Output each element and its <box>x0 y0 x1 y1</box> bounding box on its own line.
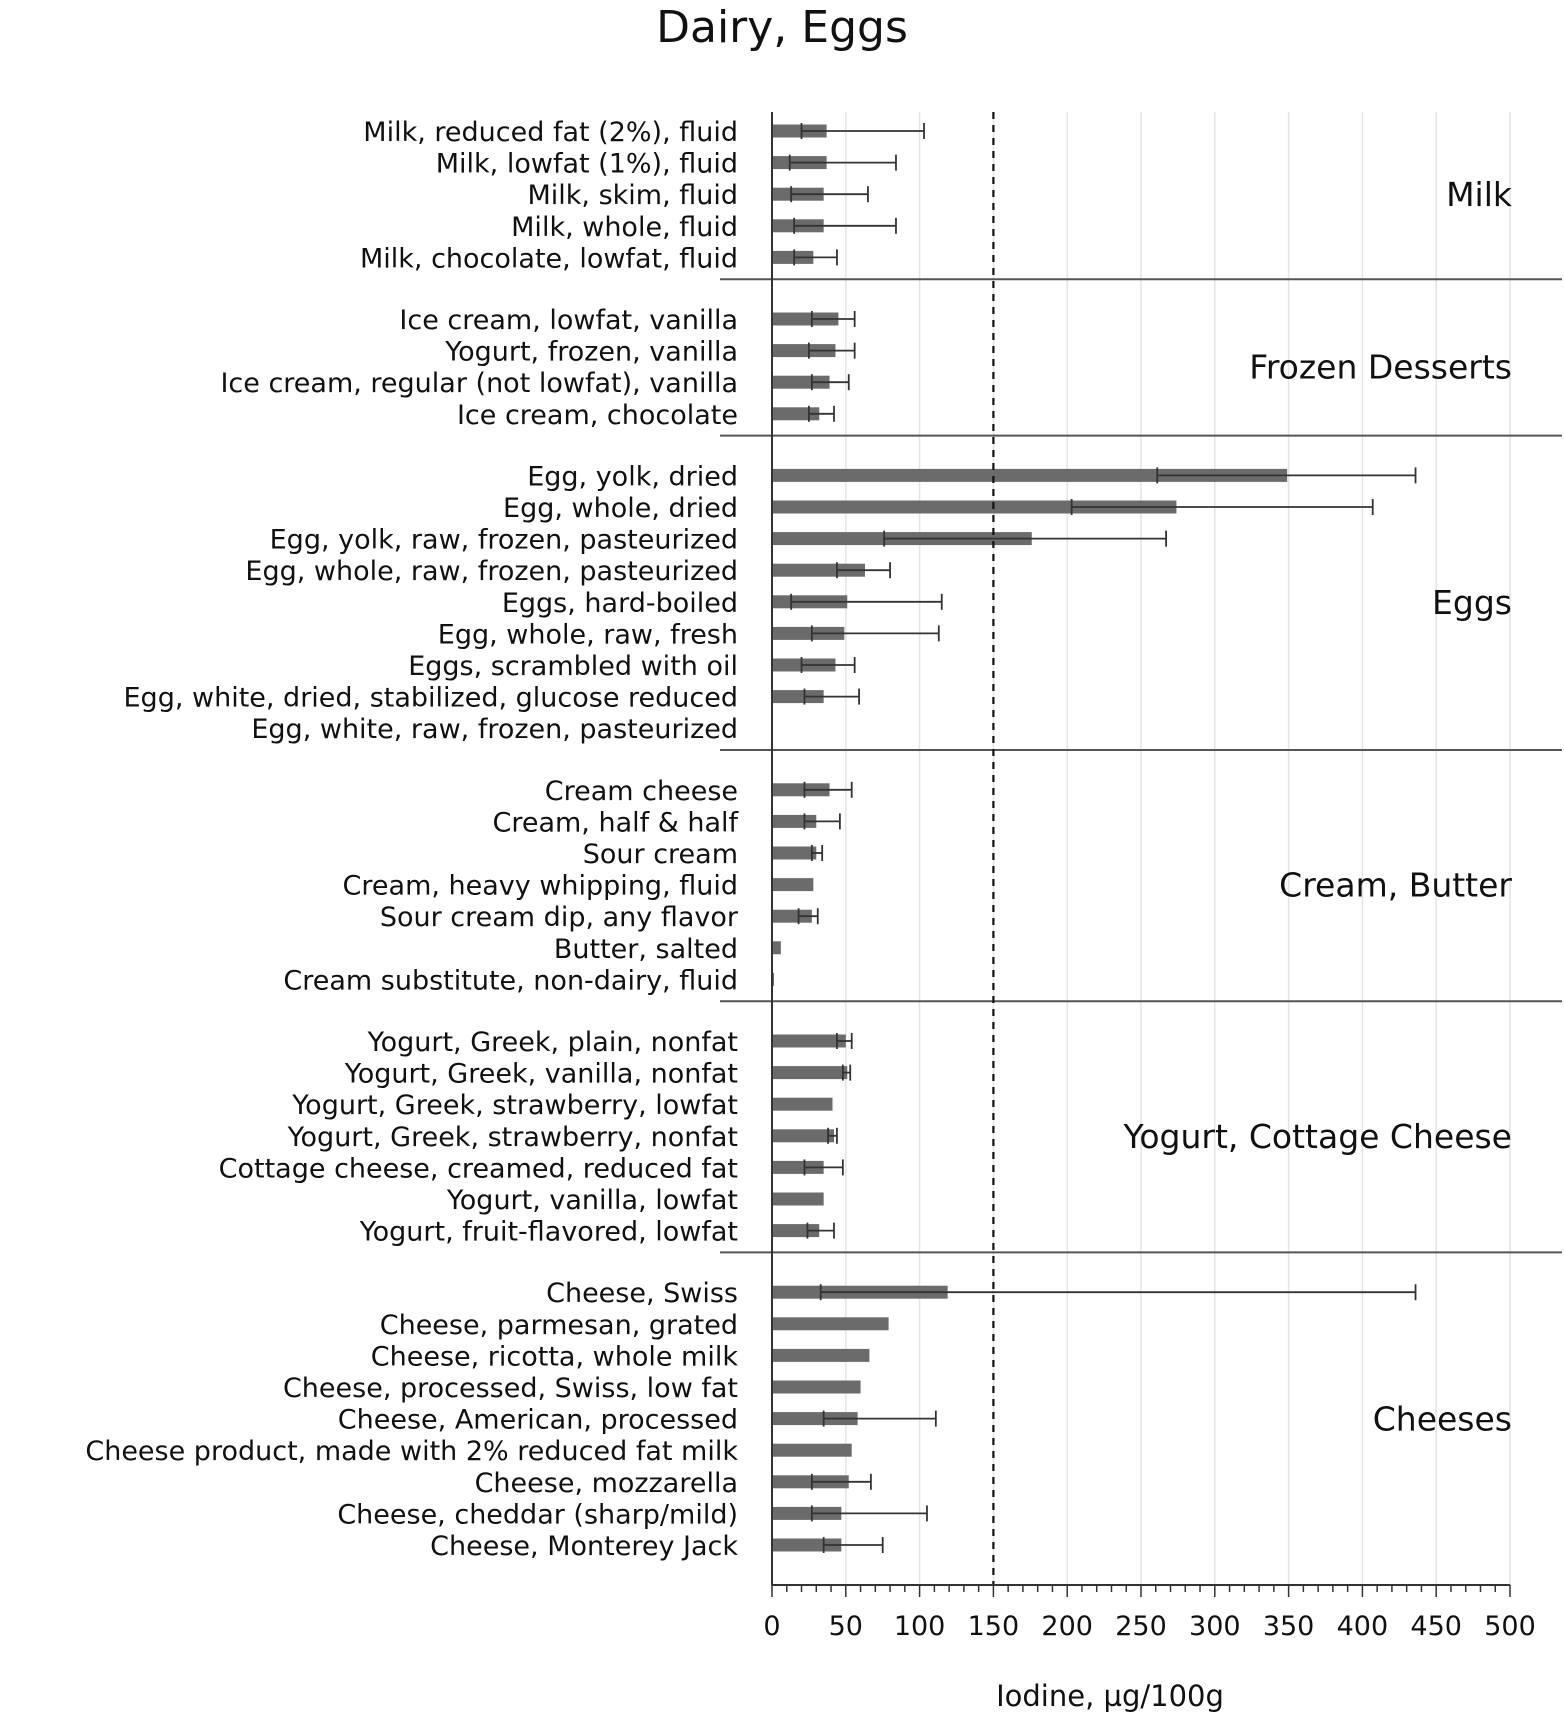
category-label-eggs-0: Egg, yolk, dried <box>527 461 738 493</box>
category-label-eggs-6: Eggs, scrambled with oil <box>408 651 738 682</box>
x-axis-label: Iodine, µg/100g <box>996 1679 1224 1713</box>
bars <box>772 125 1287 1552</box>
x-tick-label-100: 100 <box>893 1611 946 1642</box>
gridlines <box>846 112 1510 1585</box>
category-label-milk-0: Milk, reduced fat (2%), fluid <box>363 117 738 148</box>
category-label-eggs-5: Egg, whole, raw, fresh <box>437 619 738 651</box>
bar-cream-butter-3 <box>772 878 813 891</box>
category-labels <box>85 117 739 1562</box>
category-label-yogurt-cottage-cheese-6: Yogurt, fruit-flavored, lowfat <box>359 1216 738 1248</box>
category-label-cheeses-3: Cheese, processed, Swiss, low fat <box>282 1373 738 1404</box>
chart-title: Dairy, Eggs <box>656 2 908 53</box>
category-label-yogurt-cottage-cheese-3: Yogurt, Greek, strawberry, nonfat <box>287 1121 738 1153</box>
bar-cheeses-5 <box>772 1444 852 1457</box>
category-label-eggs-1: Egg, whole, dried <box>503 493 738 524</box>
category-label-cheeses-2: Cheese, ricotta, whole milk <box>370 1341 738 1373</box>
bar-cheeses-1 <box>772 1317 889 1330</box>
category-label-cream-butter-1: Cream, half & half <box>492 807 738 839</box>
bar-yogurt-cottage-cheese-0 <box>772 1035 846 1048</box>
category-label-eggs-4: Eggs, hard-boiled <box>501 587 738 619</box>
category-label-cheeses-7: Cheese, cheddar (sharp/mild) <box>337 1499 738 1531</box>
category-label-yogurt-cottage-cheese-0: Yogurt, Greek, plain, nonfat <box>367 1027 738 1058</box>
x-tick-label-450: 450 <box>1410 1611 1462 1642</box>
error-bars <box>790 123 1416 1553</box>
category-label-cheeses-5: Cheese product, made with 2% reduced fat milk <box>85 1436 738 1468</box>
x-tick-label-500: 500 <box>1484 1611 1536 1642</box>
x-tick-label-200: 200 <box>1041 1611 1093 1642</box>
group-label-frozen-desserts: Frozen Desserts <box>1249 347 1512 387</box>
category-label-cream-butter-5: Butter, salted <box>553 933 738 965</box>
x-tick-label-250: 250 <box>1115 1611 1167 1642</box>
bar-yogurt-cottage-cheese-2 <box>772 1098 833 1111</box>
category-label-cheeses-4: Cheese, American, processed <box>337 1404 738 1436</box>
category-label-eggs-3: Egg, whole, raw, frozen, pasteurized <box>245 556 738 588</box>
bar-yogurt-cottage-cheese-3 <box>772 1129 834 1142</box>
category-label-eggs-2: Egg, yolk, raw, frozen, pasteurized <box>269 524 738 556</box>
category-label-cream-butter-0: Cream cheese <box>544 775 738 807</box>
x-tick-label-150: 150 <box>967 1611 1020 1642</box>
category-label-milk-4: Milk, chocolate, lowfat, fluid <box>359 243 738 275</box>
category-label-yogurt-cottage-cheese-2: Yogurt, Greek, strawberry, lowfat <box>292 1090 738 1122</box>
x-tick-label-300: 300 <box>1189 1611 1241 1642</box>
x-tick-label-400: 400 <box>1336 1611 1389 1642</box>
category-label-yogurt-cottage-cheese-4: Cottage cheese, creamed, reduced fat <box>218 1153 738 1185</box>
group-label-yogurt-cottage-cheese: Yogurt, Cottage Cheese <box>1123 1116 1512 1156</box>
category-label-yogurt-cottage-cheese-1: Yogurt, Greek, vanilla, nonfat <box>344 1058 738 1090</box>
bar-cream-butter-5 <box>772 941 781 954</box>
group-labels <box>1123 175 1513 1438</box>
bar-yogurt-cottage-cheese-1 <box>772 1066 847 1079</box>
bar-yogurt-cottage-cheese-5 <box>772 1193 824 1206</box>
group-label-cheeses: Cheeses <box>1372 1399 1512 1439</box>
bar-cream-butter-2 <box>772 847 816 860</box>
bar-cheeses-2 <box>772 1349 869 1362</box>
category-label-cream-butter-4: Sour cream dip, any flavor <box>379 902 738 934</box>
category-label-frozen-desserts-0: Ice cream, lowfat, vanilla <box>399 305 738 336</box>
category-label-eggs-8: Egg, white, raw, frozen, pasteurized <box>251 714 738 746</box>
category-label-frozen-desserts-2: Ice cream, regular (not lowfat), vanilla <box>220 368 738 400</box>
category-label-cheeses-0: Cheese, Swiss <box>546 1278 738 1310</box>
category-label-cream-butter-3: Cream, heavy whipping, fluid <box>342 870 738 902</box>
group-label-eggs: Eggs <box>1432 582 1512 622</box>
category-label-cheeses-1: Cheese, parmesan, grated <box>379 1309 738 1341</box>
category-label-eggs-7: Egg, white, dried, stabilized, glucose reduced <box>123 682 738 714</box>
category-label-milk-2: Milk, skim, fluid <box>527 180 738 212</box>
category-label-yogurt-cottage-cheese-5: Yogurt, vanilla, lowfat <box>446 1185 738 1216</box>
category-label-cheeses-8: Cheese, Monterey Jack <box>430 1531 738 1562</box>
category-label-frozen-desserts-3: Ice cream, chocolate <box>456 399 738 431</box>
x-tick-label-50: 50 <box>828 1611 863 1642</box>
bar-cheeses-3 <box>772 1381 861 1394</box>
x-tick-label-0: 0 <box>763 1611 781 1642</box>
category-label-cheeses-6: Cheese, mozzarella <box>474 1467 738 1499</box>
category-label-cream-butter-2: Sour cream <box>582 839 738 870</box>
category-label-cream-butter-6: Cream substitute, non-dairy, fluid <box>283 965 738 997</box>
group-label-milk: Milk <box>1446 175 1512 215</box>
x-tick-label-350: 350 <box>1262 1611 1315 1642</box>
group-label-cream-butter: Cream, Butter <box>1279 865 1512 905</box>
category-label-milk-3: Milk, whole, fluid <box>511 211 738 243</box>
category-label-frozen-desserts-1: Yogurt, frozen, vanilla <box>445 336 738 368</box>
category-label-milk-1: Milk, lowfat (1%), fluid <box>435 148 738 180</box>
